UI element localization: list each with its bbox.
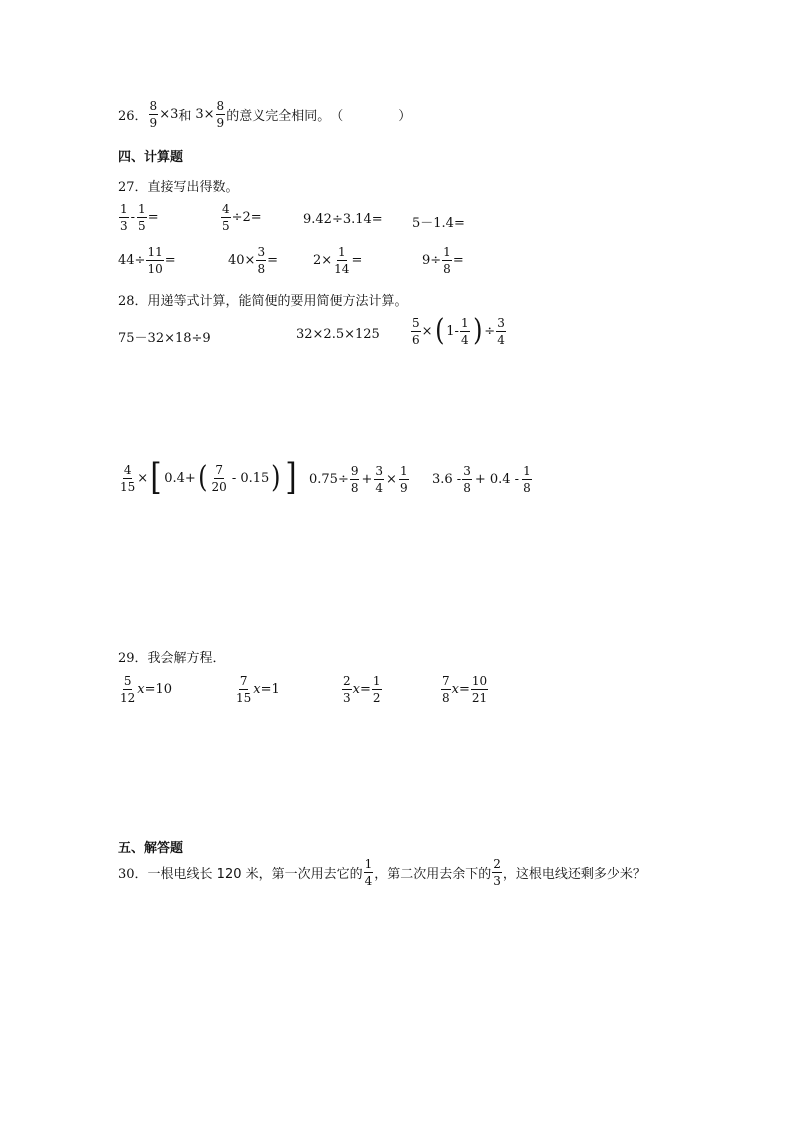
question-29 xyxy=(118,647,226,666)
exercise-27-1d: 5－1.4= xyxy=(412,216,465,231)
question-prompt: 我会解方程． xyxy=(147,651,226,666)
expression-28-2: 32×2.5×125 xyxy=(296,327,380,342)
question-number: 28． xyxy=(118,294,148,309)
question-prompt: 直接写出得数。 xyxy=(147,180,239,195)
question-number: 26． xyxy=(118,109,148,124)
exercise-27-2c: 2× $\frac{1}{14}$ = xyxy=(313,245,363,276)
expression-28-1: 75－32×18÷9 xyxy=(118,331,211,346)
expression-28-6: 3.6 - $\frac{3}{8}$ + 0.4 - $\frac{1}{8}$ xyxy=(432,464,531,495)
exercise-27-1a: $\frac{1}{3}$ - $\frac{1}{5}$ = xyxy=(120,202,159,233)
question-number: 27． xyxy=(118,180,148,195)
exercise-27-2d: 9÷ $\frac{1}{8}$ = xyxy=(422,245,464,276)
equation-29-3: $\frac{2}{3}$ x = $\frac{1}{2}$ xyxy=(343,674,381,705)
section-heading: 四、计算题 xyxy=(118,150,184,165)
section-heading: 五、解答题 xyxy=(118,841,184,856)
exercise-27-2a: 44÷ $\frac{11}{10}$ = xyxy=(118,245,176,276)
question-26: 26． $\frac{8}{9}$ ×3 和 3× $\frac{8}{9}$ 的意义完全相同。 （ ） xyxy=(118,99,412,130)
exercise-27-2b: 40× $\frac{3}{8}$ = xyxy=(228,245,278,276)
question-27 xyxy=(118,176,239,195)
fraction: $\frac{2}{3}$ xyxy=(493,857,501,888)
equation-29-4: $\frac{7}{8}$ x = $\frac{10}{21}$ xyxy=(442,674,488,705)
expression-28-3: $\frac{5}{6}$ × ( 1- $\frac{1}{4}$ ) ÷ $\frac{3}{4}$ xyxy=(412,313,505,348)
question-30: 30． 一根电线长 120 米，第一次用去它的 $\frac{1}{4}$ ，第二次用去余下的 $\frac{2}{3}$ ，这根电线还剩多少米？ xyxy=(118,857,646,888)
exercise-27-1c: 9.42÷3.14= xyxy=(303,212,383,227)
equation-29-2: $\frac{7}{15}$ x =1 xyxy=(236,674,280,705)
expression-28-5: 0.75÷ $\frac{9}{8}$ + $\frac{3}{4}$ × $\frac{1}{9}$ xyxy=(309,464,408,495)
exercise-27-1b: $\frac{4}{5}$ ÷2= xyxy=(222,202,262,233)
fraction: $\frac{1}{4}$ xyxy=(364,857,373,888)
fraction: $\frac{8}{9}$ xyxy=(216,99,225,130)
question-prompt: 用递等式计算，能简便的要用简便方法计算。 xyxy=(147,294,408,309)
question-28 xyxy=(118,290,408,309)
expression-28-4: $\frac{4}{15}$ × [ 0.4+ ( $\frac{7}{20}$ - 0.15 ) ] xyxy=(120,457,297,498)
question-number: 29． xyxy=(118,651,148,666)
fraction: $\frac{8}{9}$ xyxy=(149,99,158,130)
equation-29-1: $\frac{5}{12}$ x =10 xyxy=(120,674,173,705)
question-number: 30． xyxy=(118,867,148,882)
